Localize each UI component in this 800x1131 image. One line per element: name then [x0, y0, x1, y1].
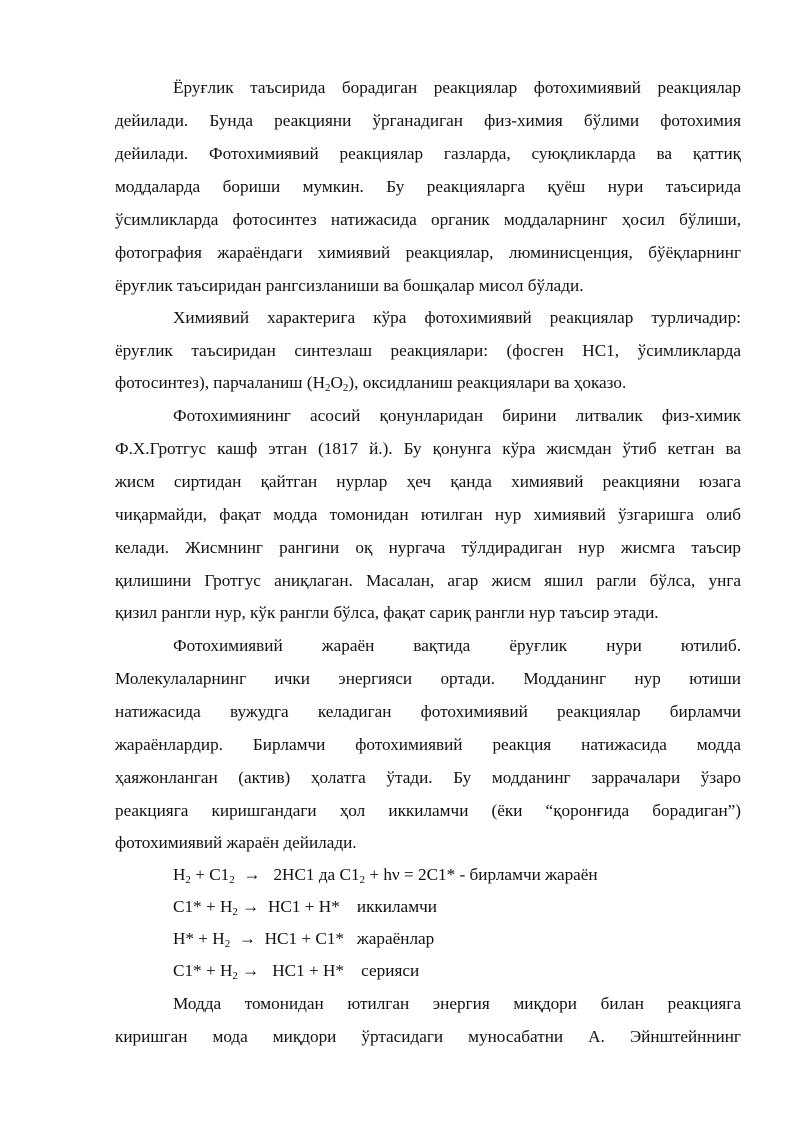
paragraph-line: қизил рангли нур, кўк рангли бўлса, фақат сариқ рангли нур таъсир этади. — [115, 603, 659, 622]
equation-line: $Н* + Н_2 \to НС1 + С1*$ жараёнлар — [173, 929, 435, 950]
equation-line: $Н_2 + С1_2 \to 2НС1$ да $С1_2 + h\nu = 2С1*$ - бирламчи жараён — [173, 865, 598, 886]
paragraph-line: қилишини Гротгус аниқлаган. Масалан, агар жисм яшил рагли бўлса, унга — [115, 571, 741, 590]
paragraph-line: Модда томонидан ютилган энергия миқдори билан реакцияга — [173, 994, 741, 1013]
paragraph-line: фотохимиявий жараён дейилади. — [115, 833, 357, 852]
paragraph-line: Фотохимиянинг асосий қонунларидан бирини литвалик физ-химик — [173, 406, 741, 425]
paragraph-line: Фотохимиявий жараён вақтида ёруғлик нури ютилиб. — [173, 636, 741, 655]
paragraph-line: ёруғлик таъсиридан синтезлаш реакциялари: (фосген НС1, ўсимликларда — [115, 341, 741, 360]
paragraph-line: Химиявий характерига кўра фотохимиявий реакциялар турличадир: — [173, 308, 741, 327]
paragraph-line: Молекулаларнинг ички энергияси ортади. Модданинг нур ютиши — [115, 669, 741, 688]
paragraph-line: келади. Жисмнинг рангини оқ нургача тўлдирадиган нур жисмга таъсир — [115, 538, 741, 557]
paragraph-line: ҳаяжонланган (актив) ҳолатга ўтади. Бу модданинг заррачалари ўзаро — [115, 768, 741, 787]
paragraph-line: реакцияга киришгандаги ҳол иккиламчи (ёки “қоронғида борадиган”) — [115, 801, 741, 820]
paragraph-line: фотосинтез), парчаланиш $(Н_2О_2)$, оксидланиш реакциялари ва ҳоказо. — [115, 373, 627, 394]
paragraph-line: ёруғлик таъсиридан рангсизланиши ва бошқалар мисол бўлади. — [115, 276, 584, 295]
equation-line: $С1* + Н_2 \to НС1 + Н*$ иккиламчи — [173, 897, 437, 918]
paragraph-line: ўсимликларда фотосинтез натижасида органик моддаларнинг ҳосил бўлиши, — [115, 210, 741, 229]
paragraph-line: Ёруғлик таъсирида борадиган реакциялар фотохимиявий реакциялар — [173, 78, 741, 97]
paragraph-line: Ф.Х.Гротгус кашф этган (1817 й.). Бу қонунга кўра жисмдан ўтиб кетган ва — [115, 439, 741, 458]
paragraph-line: фотография жараёндаги химиявий реакциялар, люминисценция, бўёқларнинг — [115, 243, 741, 262]
paragraph-line: чиқармайди, фақат модда томонидан ютилган нур химиявий ўзгаришга олиб — [115, 505, 741, 524]
paragraph-line: моддаларда бориши мумкин. Бу реакцияларга қуёш нури таъсирида — [115, 177, 741, 196]
paragraph-line: жараёнлардир. Бирламчи фотохимиявий реакция натижасида модда — [115, 735, 741, 754]
paragraph-line: жисм сиртидан қайтган нурлар ҳеч қанда химиявий реакцияни юзага — [115, 472, 741, 491]
paragraph-line: киришган мода миқдори ўртасидаги муносабатни А. Эйнштейннинг — [115, 1027, 741, 1046]
equation-line: $С1* + Н_2 \to НС1 + Н*$ серияси — [173, 961, 420, 982]
paragraph-line: натижасида вужудга келадиган фотохимиявий реакциялар бирламчи — [115, 702, 741, 721]
paragraph-line: дейилади. Фотохимиявий реакциялар газларда, суюқликларда ва қаттиқ — [115, 144, 741, 163]
paragraph-line: дейилади. Бунда реакцияни ўрганадиган физ-химия бўлими фотохимия — [115, 111, 741, 130]
